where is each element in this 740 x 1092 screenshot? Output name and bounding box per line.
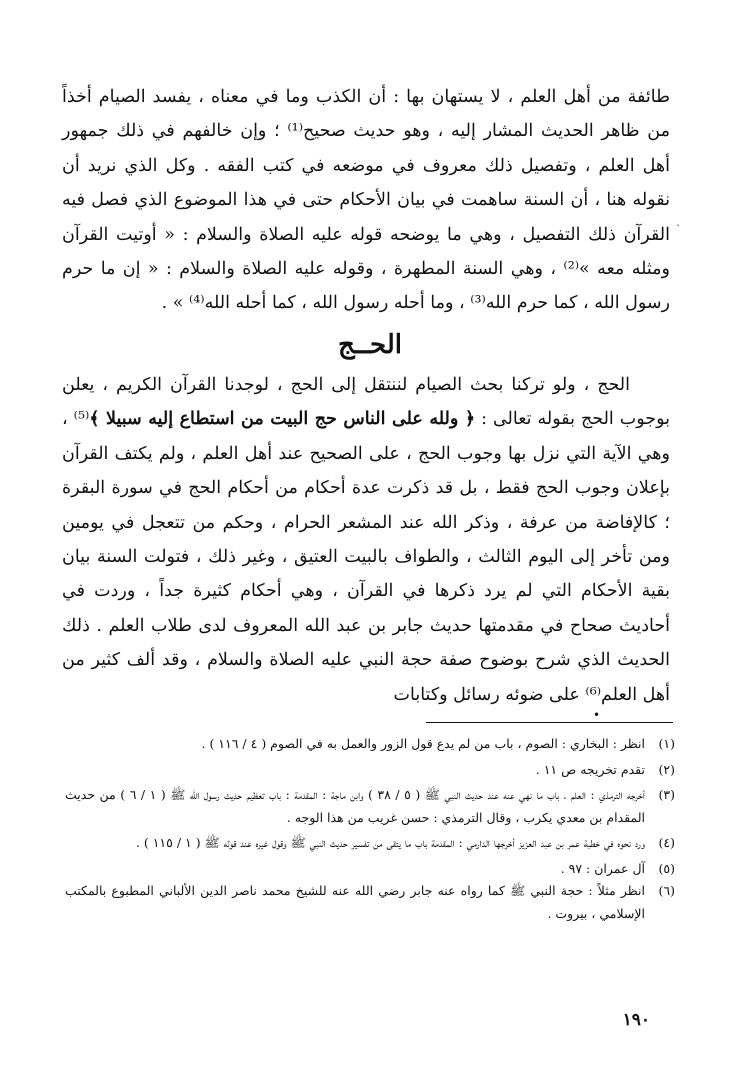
footnote-text: تقدم تخريجه ص ١١ . (535, 761, 645, 777)
paragraph-hajj (62, 368, 670, 712)
margin-mark: ˏ (676, 213, 681, 228)
footnote-separator (426, 722, 673, 723)
quran-verse: ﴿ ولله على الناس حج البيت من استطاع إليه سبيلا ﴾ (89, 409, 476, 430)
footnotes (65, 733, 675, 925)
footnote-number: (١) (658, 736, 675, 751)
paragraph-fasting: طائفة من أهل العلم ، لا يستهان بها : أن الكذب وما في معناه ، يفسد الصيام أخذاً من ظاهر الحديث المشار إليه ، وهو حديث صحيح⁽¹⁾ ؛ وإن خالفهم في ذلك جمهور أهل العلم ، وتفصيل ذلك معروف في موضعه في كتب الفقه . وكل الذي نريد أن نقوله هنا ، أن السنة ساهمت في بيان الأحكام حتى في هذا الموضوع الذي فصل فيه القرآن ذلك التفصيل ، وهي ما يوضحه قوله عليه الصلاة والسلام : « أوتيت القرآن ومثله معه »⁽²⁾ ، وهي السنة المطهرة ، وقوله عليه الصلاة والسلام : « إن ما حرم رسول الله ، كما حرم الله⁽³⁾ ، وما أحله رسول الله ، كما أحله الله⁽⁴⁾ » . (62, 87, 670, 314)
footnote-text: انظر : البخاري : الصوم ، باب من لم يدع قول الزور والعمل به في الصوم ( ٤ / ١١٦ ) . (201, 736, 645, 751)
footnote-6 (65, 880, 675, 925)
footnote-text: ورد نحوه في خطبة عمر بن عبد العزيز أخرجها الدارمي : المقدمة باب ما يتقى من تفسير حديث النبي ﷺ وقول غيره عند قوله ﷺ ( ١ / ١١٥ ) . (135, 835, 645, 850)
footnote-2 (65, 759, 675, 782)
footnote-1 (65, 733, 675, 756)
footnote-number: (٣) (658, 787, 675, 802)
footnote-number: (٥) (658, 860, 675, 876)
page-number: ١٩٠ (622, 1010, 650, 1030)
footnote-5 (65, 858, 675, 881)
footnote-number: (٢) (658, 761, 675, 777)
footnote-3 (65, 784, 675, 829)
footnote-text: أخرجه الترمذي : العلم ، باب ما نهي عنه عند حديث النبي ﷺ ( ٥ / ٣٨ ) وابن ماجة : المقدمة : باب تعظيم حديث رسول الله ﷺ ( ١ / ٦ ) من حديث المقدام بن معدي يكرب ، وقال الترمذي : حسن غريب من هذا الوجه . (65, 787, 645, 825)
hajj-text-after-verse: ⁽⁵⁾ ، وهي الآية التي نزل بها وجوب الحج ، على الصحيح عند أهل العلم ، ولم يكتف القرآن بإعلان وجوب الحج فقط ، بل قد ذكرت عدة أحكام من أحكام الحج في سورة البقرة ؛ كالإفاضة من عرفة ، وذكر الله عند المشعر الحرام ، وحكم من تتعجل في يومين ومن تأخر إلى اليوم الثالث ، والطواف بالبيت العتيق ، وغير ذلك ، فتولت السنة بيان بقية الأحكام التي لم يرد ذكرها في القرآن ، وهي أحكام كثيرة جداً ، وردت في أحاديث صحاح في مقدمتها حديث جابر بن عبد الله المعروف لدى طلاب العلم . ذلك الحديث الذي شرح بوضوح صفة حجة النبي عليه الصلاة والسلام ، وقد ألف كثير من أهل العلم⁽⁶⁾ على ضوئه رسائل وكتابات (62, 409, 670, 705)
footnote-text: انظر مثلاً : حجة النبي ﷺ كما رواه عنه جابر رضي الله عنه للشيخ محمد ناصر الدين الألباني المطبوع بالمكتب الإسلامي ، بيروت . (65, 883, 645, 921)
footnote-number: (٦) (658, 883, 675, 898)
main-text (62, 80, 670, 321)
main-text-hajj (62, 368, 670, 712)
hajj-text-before-verse: الحج ، ولو تركنا بحث الصيام لننتقل إلى الحج ، لوجدنا القرآن الكريم ، يعلن بوجوب الحج بقوله تعالى : (62, 375, 670, 430)
dot-mark: • (593, 708, 601, 722)
section-heading-hajj: الحــج (338, 330, 402, 360)
footnote-4 (65, 832, 675, 855)
footnote-number: (٤) (658, 835, 675, 850)
footnote-text: آل عمران : ٩٧ . (560, 860, 645, 876)
